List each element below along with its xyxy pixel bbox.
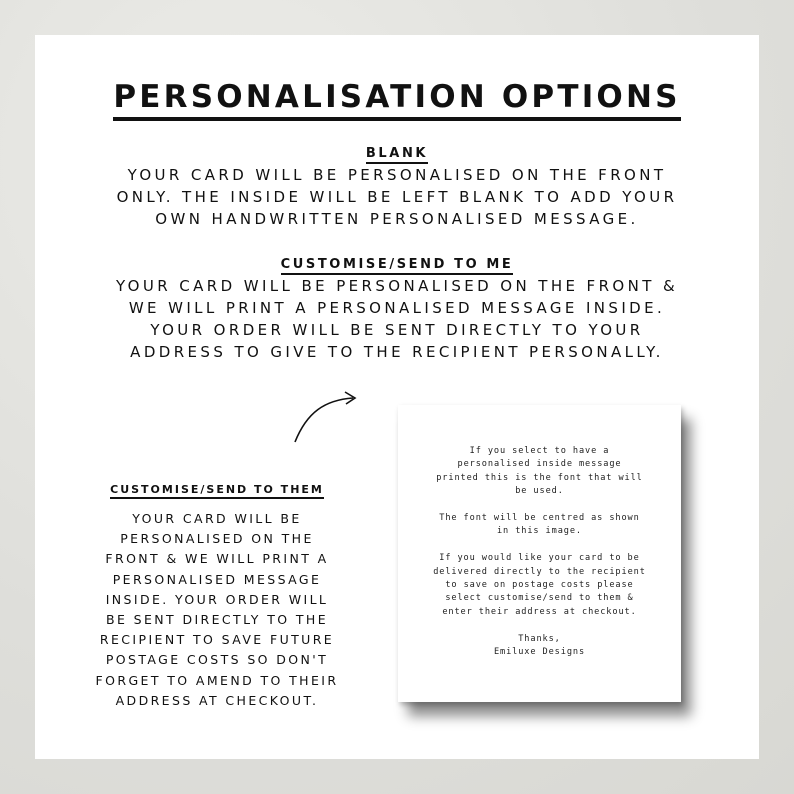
page-title: PERSONALISATION OPTIONS [0,77,794,115]
sample-message-signoff: Thanks, Emiluxe Designs [493,633,586,658]
sample-card-inside [398,405,681,702]
blank-description: YOUR CARD WILL BE PERSONALISED ON THE FRONT ONLY. THE INSIDE WILL BE LEFT BLANK TO ADD YOUR OWN HANDWRITTEN PERSONALISED MESSAGE. [116,166,678,228]
curved-arrow-icon [285,388,365,446]
sample-message [410,445,669,673]
send-to-them-heading: CUSTOMISE/SEND TO THEM [72,471,362,499]
send-to-them-description: YOUR CARD WILL BE PERSONALISED ON THE FRONT & WE WILL PRINT A PERSONALISED MESSAGE INSIDE. YOUR ORDER WILL BE SENT DIRECTLY TO THE RECIPIENT TO SAVE FUTURE POSTAGE COSTS SO DON'T FORGET TO AMEND TO THEIR ADDRESS AT CHECKOUT. [95,511,339,708]
send-to-me-description: YOUR CARD WILL BE PERSONALISED ON THE FRONT & WE WILL PRINT A PERSONALISED MESSAGE INSIDE. YOUR ORDER WILL BE SENT DIRECTLY TO YOUR ADDRESS TO GIVE TO THE RECIPIENT PERSONALLY. [115,277,679,361]
sample-message-para-1: If you select to have a personalised inside message printed this is the font that will be used. [436,446,643,497]
send-to-me-heading: CUSTOMISE/SEND TO ME [0,246,794,274]
blank-heading: BLANK [0,135,794,163]
sample-message-para-3: If you would like your card to be delivered directly to the recipient to save on postage costs please select customise/send to them & enter their address at checkout. [433,553,646,617]
sample-message-para-2: The font will be centred as shown in this image. [439,513,640,537]
